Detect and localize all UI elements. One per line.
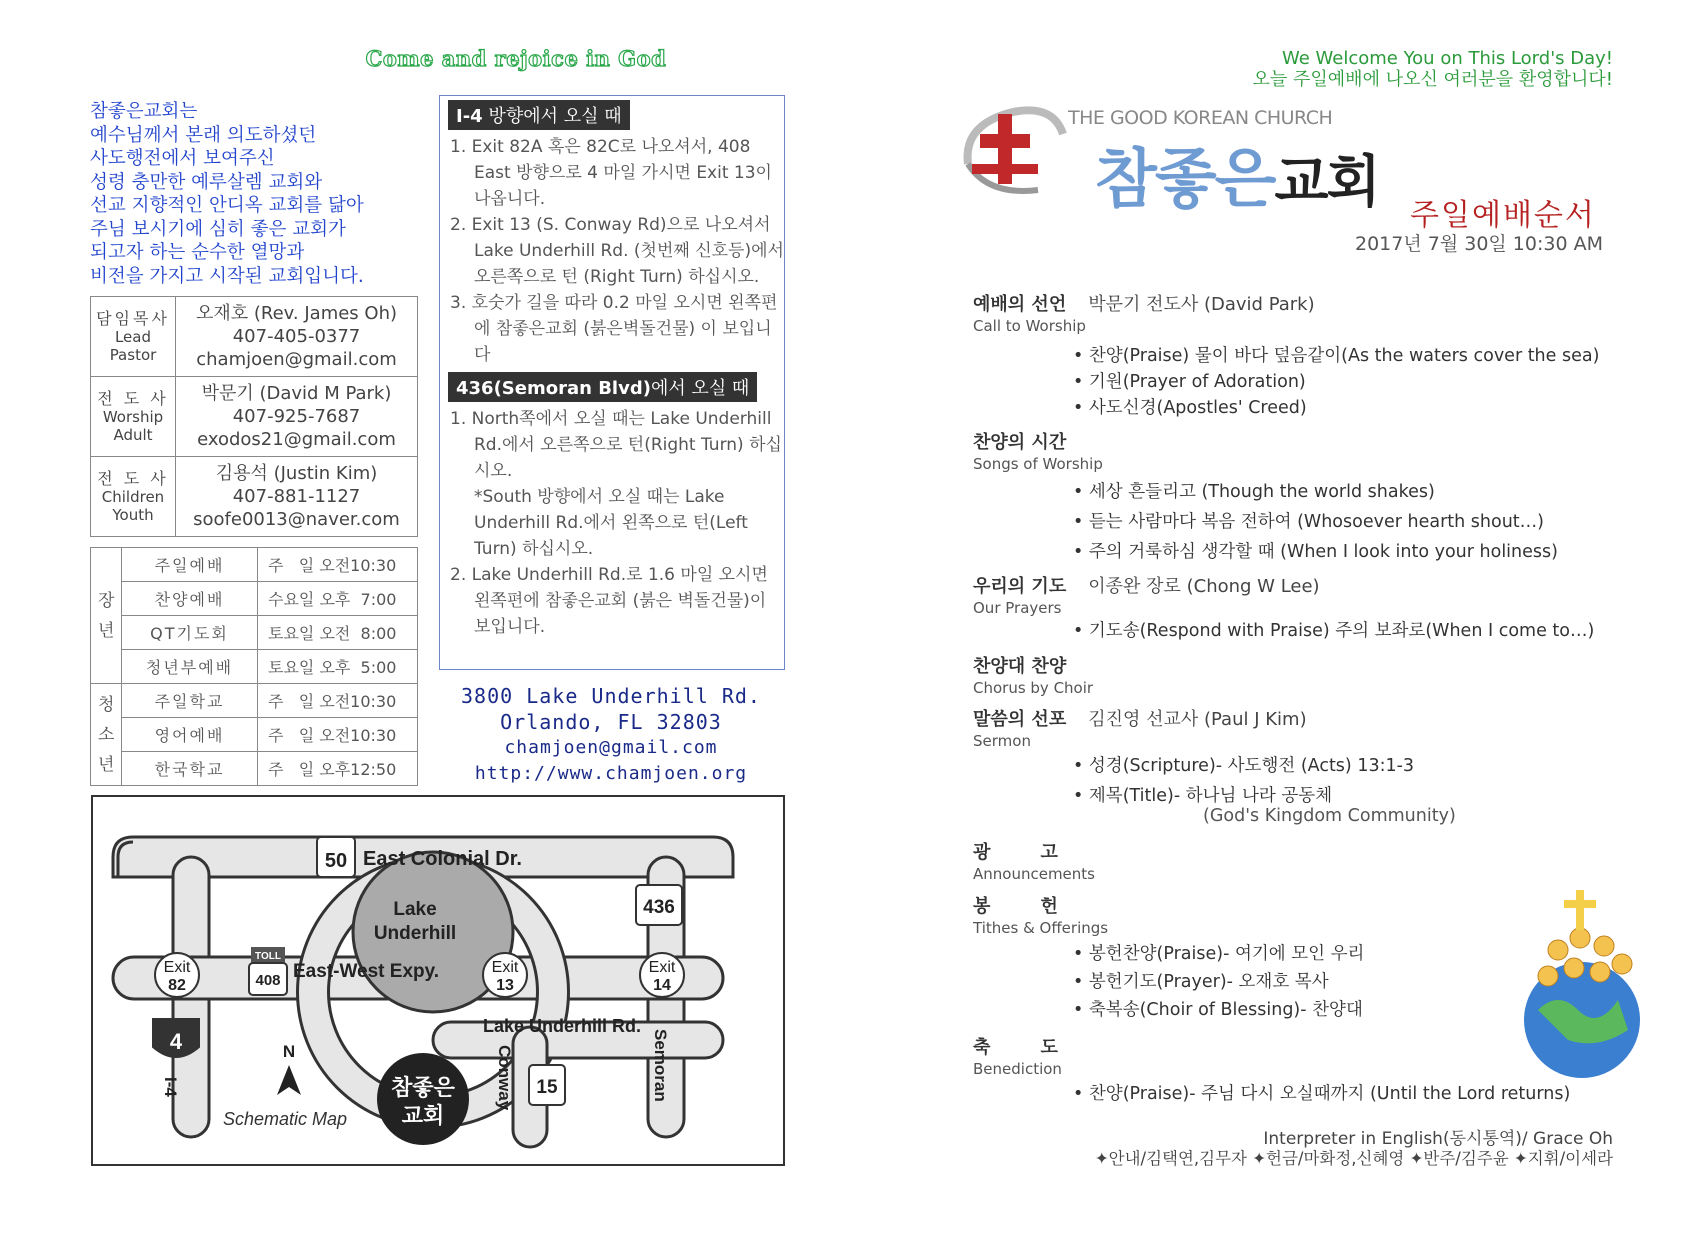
service-roles: ✦안내/김택연,김무자 ✦헌금/마화정,신혜영 ✦반주/김주윤 ✦지휘/이세라 [1094,1149,1613,1168]
role-ko: 전 도 사 [97,468,169,488]
exit-13-sign [483,953,527,997]
service-name: 청년부예배 [122,650,258,684]
direction-step: *South 방향에서 오실 때는 Lake Underhill Rd.에서 왼쪽으로 턴(Left Turn) 하십시오. [474,487,748,559]
order-item: • 사도신경(Apostles' Creed) [1073,398,1307,418]
order-item: • 찬양(Praise) 물이 바다 덮음같이(As the waters cover the sea) [1073,346,1600,366]
staff-info [176,377,418,457]
svg-text:참좋은: 참좋은 [391,1075,455,1100]
directions-heading-i4: I-4 방향에서 오실 때 [448,100,630,130]
service-name: 찬양예배 [122,582,258,616]
service-name: 영어예배 [122,718,258,752]
staff-name: 오재호 (Rev. James Oh) [195,303,398,324]
section-sermon: 말씀의 선포 김진영 선교사 (Paul J Kim) Sermon [973,709,1307,750]
directions-list-i4 [440,134,784,368]
schedule-group-youth: 청 소 년 [91,684,122,786]
staff-info [176,297,418,377]
svg-text:15: 15 [536,1077,558,1098]
svg-text:TOLL: TOLL [255,951,281,962]
exit-82-sign [155,953,199,997]
svg-text:82: 82 [168,977,186,994]
schedule-row [91,752,418,786]
order-item: • 주의 거룩하심 생각할 때 (When I look into your holiness) [1073,542,1558,562]
service-name: 주일학교 [122,684,258,718]
direction-step: 3. 호숫가 길을 따라 0.2 마일 오시면 왼쪽편에 참좋은교회 (붉은벽돌건물) 이 보입니다 [450,293,778,365]
staff-row [91,377,418,457]
service-name: 한국학교 [122,752,258,786]
schedule-row [91,684,418,718]
directions-box [439,95,785,670]
address-email[interactable]: chamjoen@gmail.com [504,737,718,758]
map-svg [93,797,783,1164]
church-intro [90,100,364,288]
svg-text:14: 14 [653,977,671,994]
globe-illustration-icon [1518,880,1646,1084]
svg-text:4: 4 [169,1029,183,1054]
sr408-shield [249,947,287,995]
label-lake2: Underhill [373,923,457,944]
order-item: • 기원(Prayer of Adoration) [1073,372,1306,392]
service-time: 토요일 오전 8:00 [258,616,418,650]
staff-email[interactable]: exodos21@gmail.com [197,429,396,450]
sr436-shield [636,885,682,925]
role-ko: 담임목사 [96,308,170,328]
tagline: Come and rejoice in God [365,46,667,71]
order-item: • 세상 흔들리고 (Though the world shakes) [1073,482,1435,502]
staff-phone: 407-881-1127 [232,486,361,507]
label-semoran: Semoran [651,1029,670,1102]
schematic-map [91,795,785,1166]
svg-text:436: 436 [643,897,675,918]
order-item: (God's Kingdom Community) [1203,806,1456,826]
section-announcements: 광 고 Announcements [973,842,1095,883]
schedule-table [90,547,418,786]
directions-list-436 [440,406,784,640]
service-name: QT기도회 [122,616,258,650]
interpreter-note: Interpreter in English(동시통역)/ Grace Oh [1263,1129,1613,1149]
intro-line: 성령 충만한 예루살렘 교회와 [90,171,323,193]
church-logo-icon [958,104,1068,204]
logo-english: THE GOOD KOREAN CHURCH [1068,107,1333,129]
direction-step: 2. Lake Underhill Rd.로 1.6 마일 오시면 왼쪽편에 참좋은교회 (붉은 벽돌건물)이 보입니다. [450,565,768,637]
svg-text:교회: 교회 [401,1103,445,1128]
staff-row [91,457,418,537]
directions-heading-436: 436(Semoran Blvd)에서 오실 때 [448,372,757,402]
svg-text:Exit: Exit [648,959,676,976]
section-benediction: 축 도 Benediction [973,1037,1062,1078]
order-item: • 성경(Scripture)- 사도행전 (Acts) 13:1-3 [1073,756,1415,776]
role-en: Pastor [109,345,157,364]
intro-line: 비전을 가지고 시작된 교회입니다. [90,265,364,287]
service-time: 수요일 오후 7:00 [258,582,418,616]
section-choir: 찬양대 찬양 Chorus by Choir [973,656,1094,697]
schedule-row [91,582,418,616]
intro-line: 예수님께서 본래 의도하셨던 [90,124,317,146]
sr15-shield [529,1065,565,1105]
north-arrow-icon [277,1042,301,1095]
intro-line: 참좋은교회는 [90,101,198,122]
address-website[interactable]: http://www.chamjoen.org [474,763,748,784]
staff-name: 김용석 (Justin Kim) [215,463,378,484]
address-city: Orlando, FL 32803 [500,710,722,734]
svg-text:N: N [282,1042,296,1061]
service-time: 주 일 오후12:50 [258,752,418,786]
staff-table [90,296,418,537]
order-item: • 제목(Title)- 하나님 나라 공동체 [1073,786,1333,806]
staff-role [91,377,176,457]
order-item: • 축복송(Choir of Blessing)- 찬양대 [1073,1000,1363,1020]
map-caption: Schematic Map [223,1109,348,1129]
order-title: 주일예배순서 [1410,198,1596,233]
label-lakeunderhill: Lake Underhill Rd. [483,1016,642,1036]
svg-text:13: 13 [496,977,514,994]
staff-phone: 407-405-0377 [232,326,361,347]
intro-line: 선교 지향적인 안디옥 교회를 닮아 [90,195,364,216]
schedule-group-adult: 장 년 [91,548,122,684]
staff-phone: 407-925-7687 [232,406,361,427]
role-ko: 전 도 사 [97,388,169,408]
staff-info [176,457,418,537]
service-name: 주일예배 [122,548,258,582]
label-eastwest: East-West Expy. [293,961,440,982]
role-en: Worship [102,407,164,426]
logo-korean: 참좋은교회 [1095,143,1379,217]
direction-step: 1. Exit 82A 혹은 82C로 나오셔서, 408 East 방향으로 4 마일 가시면 Exit 13이 나옵니다. [450,137,772,209]
exit-14-sign [640,953,684,997]
schedule-row [91,718,418,752]
schedule-row [91,616,418,650]
address-street: 3800 Lake Underhill Rd. [461,684,761,708]
svg-text:408: 408 [255,972,281,989]
order-item: • 봉헌찬양(Praise)- 여기에 모인 우리 [1073,944,1365,964]
i4-shield [153,1019,199,1057]
role-en: Youth [112,505,154,524]
welcome-ko: 오늘 주일예배에 나오신 여러분을 환영합니다! [1252,69,1613,90]
church-address [439,683,783,787]
order-item: • 찬양(Praise)- 주님 다시 오실때까지 (Until the Lord returns) [1073,1084,1571,1104]
role-en: Adult [113,425,153,444]
welcome-en: We Welcome You on This Lord's Day! [1281,48,1613,69]
intro-line: 되고자 하는 순수한 열망과 [90,242,305,263]
label-i4: I-4 [161,1077,180,1097]
service-time: 주 일 오전10:30 [258,548,418,582]
label-lake1: Lake [393,899,437,920]
sr50-shield [317,837,355,877]
intro-line: 사도행전에서 보여주신 [90,148,275,169]
staff-row [91,297,418,377]
direction-step: 1. North쪽에서 오실 때는 Lake Underhill Rd.에서 오른쪽으로 턴(Right Turn) 하십시오. [450,409,782,481]
section-songs: 찬양의 시간 Songs of Worship [973,432,1103,473]
staff-role [91,457,176,537]
staff-email[interactable]: chamjoen@gmail.com [196,349,397,370]
service-date: 2017년 7월 30일 10:30 AM [1355,233,1603,255]
order-item: • 듣는 사람마다 복음 전하여 (Whosoever hearth shout…) [1073,512,1544,532]
schedule-row [91,650,418,684]
staff-name: 박문기 (David M Park) [201,383,392,404]
label-colonial: East Colonial Dr. [363,848,522,870]
direction-step: 2. Exit 13 (S. Conway Rd)으로 나오셔서 Lake Underhill Rd. (첫번째 신호등)에서 오른쪽으로 턴 (Right Turn) 하십시오. [450,215,784,287]
order-item: • 봉헌기도(Prayer)- 오재호 목사 [1073,972,1329,992]
staff-email[interactable]: soofe0013@naver.com [193,509,400,530]
order-item: • 기도송(Respond with Praise) 주의 보좌로(When I come to…) [1073,621,1595,641]
schedule-row [91,548,418,582]
section-offerings: 봉 헌 Tithes & Offerings [973,896,1109,937]
welcome-message [1253,48,1613,90]
svg-text:Exit: Exit [491,959,519,976]
church-location-marker [377,1053,469,1145]
intro-line: 주님 보시기에 심히 좋은 교회가 [90,218,346,240]
section-call-to-worship: 예배의 선언 박문기 전도사 (David Park) Call to Worship [973,294,1315,335]
service-time: 토요일 오후 5:00 [258,650,418,684]
section-prayers: 우리의 기도 이종완 장로 (Chong W Lee) Our Prayers [973,576,1320,617]
svg-text:Exit: Exit [163,959,191,976]
svg-text:50: 50 [324,850,348,872]
staff-role [91,297,176,377]
service-time: 주 일 오전10:30 [258,718,418,752]
service-time: 주 일 오전10:30 [258,684,418,718]
label-conway: Conway [495,1045,514,1111]
role-en: Children [101,487,165,506]
role-en: Lead [114,327,152,346]
